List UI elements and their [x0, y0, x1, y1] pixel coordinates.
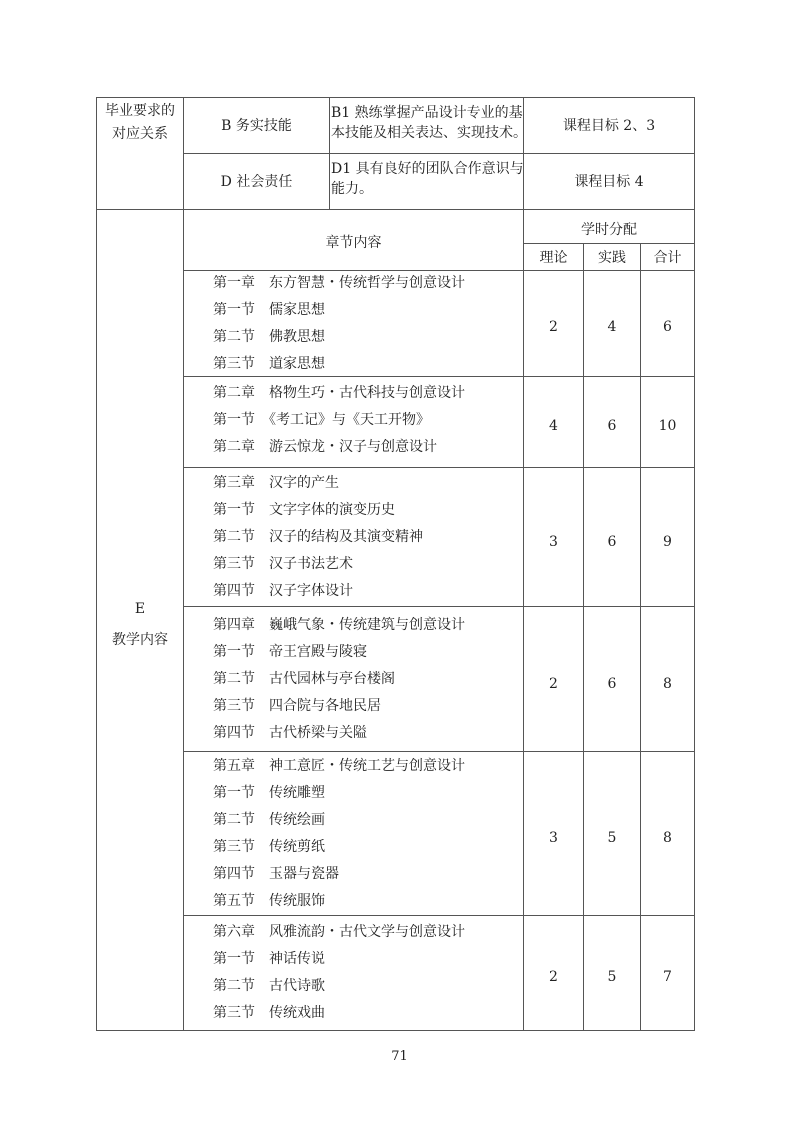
- total-hours: 10: [658, 418, 677, 434]
- table-divider: [183, 467, 695, 468]
- requirement-description: 本技能及相关表达、实现技术。: [331, 125, 527, 141]
- theory-hours: 2: [549, 319, 558, 335]
- chapter-line: 第五节 传统服饰: [213, 893, 325, 909]
- hours-column-header: 学时分配: [581, 222, 637, 238]
- chapter-line: 第一章 东方智慧・传统哲学与创意设计: [213, 275, 465, 291]
- chapter-line: 第四节 古代桥梁与关隘: [213, 725, 367, 741]
- total-hours: 8: [663, 830, 672, 846]
- chapter-line: 第三节 传统戏曲: [213, 1005, 325, 1021]
- practice-hours: 6: [607, 534, 617, 550]
- table-divider: [183, 915, 695, 916]
- table-divider: [640, 243, 641, 1031]
- chapter-line: 第三章 汉字的产生: [213, 475, 339, 491]
- chapter-line: 第一节 《考工记》与《天工开物》: [213, 412, 430, 428]
- total-hours: 9: [663, 534, 672, 550]
- chapter-line: 第三节 四合院与各地民居: [213, 698, 381, 714]
- chapter-line: 第一节 文字字体的演变历史: [213, 502, 395, 518]
- requirement-description: B1 熟练掌握产品设计专业的基: [331, 105, 523, 121]
- table-divider: [183, 606, 695, 607]
- table-divider: [96, 209, 695, 210]
- table-border-bottom: [96, 1030, 695, 1031]
- total-column-header: 合计: [653, 250, 682, 266]
- chapter-line: 第四节 汉子字体设计: [213, 583, 353, 599]
- table-divider: [183, 153, 695, 154]
- chapter-line: 第三节 道家思想: [213, 356, 325, 372]
- total-hours: 6: [663, 319, 672, 335]
- requirement-description: 能力。: [331, 181, 373, 197]
- course-target: 课程目标 4: [574, 174, 644, 190]
- content-section-letter: E: [134, 601, 146, 617]
- chapter-line: 第二章 游云惊龙・汉子与创意设计: [213, 439, 437, 455]
- practice-hours: 5: [607, 830, 617, 846]
- table-divider: [583, 243, 584, 1031]
- course-target: 课程目标 2、3: [562, 118, 656, 134]
- practice-hours: 6: [607, 676, 617, 692]
- practice-hours: 6: [607, 418, 617, 434]
- requirement-label-line2: 对应关系: [112, 126, 168, 142]
- chapter-line: 第六章 风雅流韵・古代文学与创意设计: [213, 924, 465, 940]
- total-hours: 8: [663, 676, 672, 692]
- theory-hours: 2: [549, 969, 558, 985]
- table-divider: [183, 751, 695, 752]
- chapter-column-header: 章节内容: [325, 235, 382, 251]
- chapter-line: 第二节 古代园林与亭台楼阁: [213, 671, 395, 687]
- table-border-right: [694, 97, 695, 1031]
- content-section-label: 教学内容: [112, 632, 168, 648]
- table-border-top: [96, 97, 695, 98]
- chapter-line: 第四节 玉器与瓷器: [213, 866, 339, 882]
- table-border-left: [96, 97, 97, 1031]
- practice-hours: 5: [607, 969, 617, 985]
- chapter-line: 第二节 汉子的结构及其演变精神: [213, 529, 423, 545]
- page-number: 71: [391, 1049, 408, 1064]
- chapter-line: 第二节 传统绘画: [213, 812, 325, 828]
- table-divider: [523, 243, 695, 244]
- chapter-line: 第二节 佛教思想: [213, 329, 325, 345]
- chapter-line: 第四章 巍峨气象・传统建筑与创意设计: [213, 617, 465, 633]
- practice-hours: 4: [607, 319, 617, 335]
- requirement-description: D1 具有良好的团队合作意识与: [331, 161, 524, 177]
- table-divider: [183, 270, 695, 271]
- requirement-label-line1: 毕业要求的: [105, 103, 175, 119]
- theory-hours: 4: [549, 418, 558, 434]
- chapter-line: 第三节 汉子书法艺术: [213, 556, 353, 572]
- theory-column-header: 理论: [539, 250, 568, 266]
- chapter-line: 第五章 神工意匠・传统工艺与创意设计: [213, 758, 465, 774]
- theory-hours: 3: [549, 534, 558, 550]
- theory-hours: 2: [549, 676, 558, 692]
- chapter-line: 第一节 帝王宫殿与陵寝: [213, 644, 367, 660]
- chapter-line: 第一节 儒家思想: [213, 302, 325, 318]
- table-divider: [183, 376, 695, 377]
- chapter-line: 第一节 传统雕塑: [213, 785, 325, 801]
- theory-hours: 3: [549, 830, 558, 846]
- total-hours: 7: [663, 969, 672, 985]
- requirement-name: D 社会责任: [220, 174, 293, 190]
- chapter-line: 第二节 古代诗歌: [213, 978, 325, 994]
- requirement-name: B 务实技能: [221, 118, 292, 134]
- practice-column-header: 实践: [598, 250, 626, 266]
- chapter-line: 第一节 神话传说: [213, 951, 325, 967]
- chapter-line: 第三节 传统剪纸: [213, 839, 325, 855]
- chapter-line: 第二章 格物生巧・古代科技与创意设计: [213, 385, 465, 401]
